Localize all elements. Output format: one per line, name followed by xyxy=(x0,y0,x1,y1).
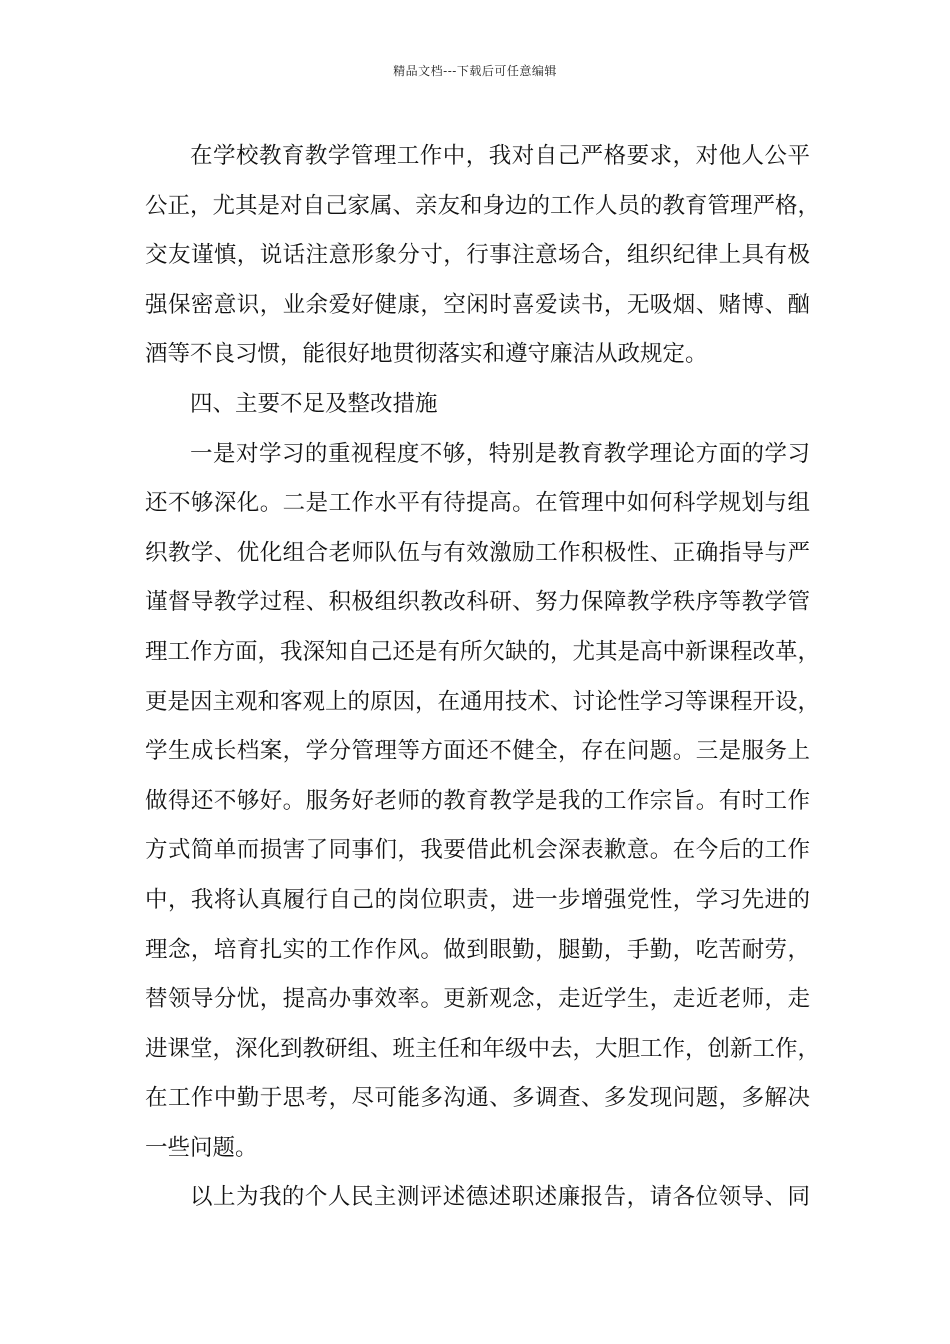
text-line: 中，我将认真履行自己的岗位职责，进一步增强党性，学习先进的 xyxy=(145,886,810,913)
text-line: 进课堂，深化到教研组、班主任和年级中去，大胆工作，创新工作， xyxy=(145,1035,821,1062)
text-line: 谨督导教学过程、积极组织教改科研、努力保障教学秩序等教学管 xyxy=(145,589,810,616)
text-line: 一些问题。 xyxy=(145,1134,258,1161)
text-line: 酒等不良习惯，能很好地贯彻落实和遵守廉洁从政规定。 xyxy=(145,341,708,368)
text-line: 替领导分忧，提高办事效率。更新观念，走近学生，走近老师，走 xyxy=(145,986,810,1013)
text-line: 理工作方面，我深知自己还是有所欠缺的，尤其是高中新课程改革， xyxy=(145,638,821,665)
text-line: 交友谨慎，说话注意形象分寸，行事注意场合，组织纪律上具有极 xyxy=(145,242,810,269)
text-line: 做得还不够好。服务好老师的教育教学是我的工作宗旨。有时工作 xyxy=(145,787,810,814)
text-line: 在学校教育教学管理工作中，我对自己严格要求，对他人公平 xyxy=(190,143,810,169)
text-line: 以上为我的个人民主测评述德述职述廉报告，请各位领导、同 xyxy=(190,1184,810,1211)
text-line: 四、主要不足及整改措施 xyxy=(190,390,438,417)
text-line: 一是对学习的重视程度不够，特别是教育教学理论方面的学习 xyxy=(190,440,810,467)
text-line: 方式简单而损害了同事们，我要借此机会深表歉意。在今后的工作 xyxy=(145,837,810,864)
text-line: 在工作中勤于思考，尽可能多沟通、多调查、多发现问题，多解决 xyxy=(145,1085,810,1112)
document-body xyxy=(145,132,821,1223)
text-line: 理念，培育扎实的工作作风。做到眼勤，腿勤，手勤，吃苦耐劳， xyxy=(145,936,810,963)
text-line: 学生成长档案，学分管理等方面还不健全，存在问题。三是服务上 xyxy=(145,738,810,765)
text-line: 强保密意识，业余爱好健康，空闲时喜爱读书，无吸烟、赌博、酗 xyxy=(145,291,810,318)
text-line: 还不够深化。二是工作水平有待提高。在管理中如何科学规划与组 xyxy=(145,490,810,517)
text-line: 织教学、优化组合老师队伍与有效激励工作积极性、正确指导与严 xyxy=(145,539,810,566)
text-line: 公正，尤其是对自己家属、亲友和身边的工作人员的教育管理严格， xyxy=(145,192,821,219)
text-line: 更是因主观和客观上的原因，在通用技术、讨论性学习等课程开设， xyxy=(145,688,821,715)
page-header: 精品文档---下载后可任意编辑 xyxy=(393,64,557,78)
